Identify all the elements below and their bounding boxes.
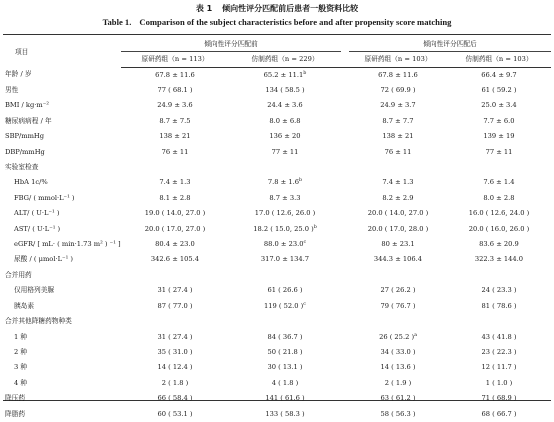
cell-value: 50 ( 21.8 ) (267, 347, 303, 356)
cell-originator-before (121, 67, 229, 83)
row-label: eGFR/ [ mL· ( min·1.73 m² ) ⁻¹ ] (14, 240, 121, 249)
cell-generic-after (447, 360, 551, 375)
column-gap (341, 114, 349, 129)
cell-originator-after (349, 345, 447, 360)
cell-value: 8.0 ± 2.8 (483, 193, 515, 202)
cell-value: 7.6 ± 1.4 (483, 178, 515, 187)
column-gap (341, 237, 349, 252)
cell-value: 16.0 ( 12.6, 24.0 ) (468, 209, 530, 218)
cell-generic-after (447, 83, 551, 98)
column-gap (341, 299, 349, 314)
cell-originator-after (349, 391, 447, 406)
cell-originator-after (349, 206, 447, 221)
column-gap (341, 376, 349, 391)
cell-value: 18.2 ( 15.0, 25.0 ) (253, 224, 314, 233)
cell-value: 61 ( 26.6 ) (267, 286, 303, 295)
cell-generic-after (447, 114, 551, 129)
cell-value: 322.3 ± 144.0 (474, 255, 524, 264)
column-gap (341, 268, 349, 283)
table-body (3, 67, 551, 422)
cell-value: 7.8 ± 1.6 (267, 178, 300, 187)
table-row (3, 360, 551, 375)
cell-originator-after (349, 283, 447, 298)
cell-value: 76 ± 11 (161, 147, 189, 156)
row-label: 胰岛素 (14, 301, 35, 310)
cell-value: 23 ( 22.3 ) (481, 347, 517, 356)
cell-originator-before (121, 98, 229, 113)
row-label: 年龄 / 岁 (5, 70, 32, 79)
cell-originator-before (121, 299, 229, 314)
section-label: 合并其他降糖药物种类 (5, 317, 72, 326)
cell-value: 342.6 ± 105.4 (150, 255, 200, 264)
cell-originator-before (121, 360, 229, 375)
column-gap (341, 283, 349, 298)
cell-value: 17.0 ( 12.6, 26.0 ) (254, 209, 316, 218)
cell-generic-after (447, 314, 551, 329)
cell-value: 66.4 ± 9.7 (481, 70, 517, 79)
cell-originator-before (121, 83, 229, 98)
cell-value: 77 ± 11 (271, 147, 299, 156)
cell-originator-after (349, 145, 447, 160)
cell-value: 12 ( 11.7 ) (481, 363, 517, 372)
cell-originator-before (121, 283, 229, 298)
cell-value: 20.0 ( 16.0, 26.0 ) (468, 224, 530, 233)
cell-originator-before (121, 160, 229, 175)
cell-value: 80 ± 23.1 (381, 240, 415, 249)
cell-originator-after (349, 67, 447, 83)
cell-value: 88.0 ± 23.0 (263, 240, 304, 249)
cell-originator-before (121, 237, 229, 252)
section-label: 合并用药 (5, 270, 32, 279)
cell-originator-after (349, 191, 447, 206)
header-item: 项目 (15, 47, 29, 56)
cell-generic-after (447, 376, 551, 391)
cell-originator-after (349, 268, 447, 283)
cell-value: 138 ± 21 (159, 132, 191, 141)
cell-originator-before (121, 407, 229, 422)
table-caption-en (0, 17, 554, 27)
cell-generic-before (229, 330, 341, 345)
cell-value: 24.4 ± 3.6 (267, 101, 303, 110)
column-gap (341, 98, 349, 113)
cell-generic-before (229, 268, 341, 283)
row-label: FBG/ ( mmol·L⁻¹ ) (14, 193, 75, 202)
cell-originator-after (349, 376, 447, 391)
significance-marker: b (299, 178, 303, 184)
table-row (3, 407, 551, 422)
column-gap (341, 145, 349, 160)
cell-value: 58 ( 56.3 ) (380, 409, 416, 418)
cell-generic-after (447, 345, 551, 360)
cell-generic-before (229, 345, 341, 360)
cell-value: 134 ( 58.5 ) (265, 86, 305, 94)
cell-generic-before (229, 283, 341, 298)
table-row (3, 98, 551, 113)
cell-value: 119 ( 52.0 ) (264, 301, 304, 310)
cell-generic-after (447, 252, 551, 267)
significance-marker: c (303, 240, 307, 246)
column-gap (341, 252, 349, 267)
table-title-zh: 倾向性评分匹配前后患者一般资料比较 (222, 4, 359, 13)
column-gap (341, 160, 349, 175)
cell-originator-after (349, 83, 447, 98)
table-row (3, 283, 551, 298)
cell-value: 317.0 ± 134.7 (260, 255, 310, 264)
cell-generic-before (229, 360, 341, 375)
section-row (3, 314, 551, 329)
row-label: 降压药 (5, 394, 26, 403)
cell-originator-after (349, 252, 447, 267)
column-gap (341, 407, 349, 422)
cell-value: 8.1 ± 2.8 (159, 193, 191, 202)
cell-value: 344.3 ± 106.4 (373, 255, 423, 264)
cell-originator-after (349, 175, 447, 190)
cell-value: 66 ( 58.4 ) (157, 394, 193, 403)
column-gap (341, 345, 349, 360)
cell-value: 20.0 ( 17.0, 28.0 ) (367, 224, 429, 233)
cell-value: 7.7 ± 6.0 (483, 116, 515, 125)
cell-generic-before (229, 114, 341, 129)
significance-marker: b (313, 224, 317, 230)
column-gap (341, 67, 349, 83)
cell-generic-after (447, 98, 551, 113)
cell-value: 81 ( 78.6 ) (481, 301, 517, 310)
cell-generic-after (447, 206, 551, 221)
cell-originator-before (121, 222, 229, 237)
cell-value: 141 ( 61.6 ) (265, 394, 305, 403)
cell-generic-before (229, 237, 341, 252)
top-rule (3, 34, 551, 35)
table-row (3, 330, 551, 345)
row-label: 2 种 (14, 347, 28, 356)
cell-originator-before (121, 175, 229, 190)
cell-value: 14 ( 13.6 ) (380, 363, 416, 372)
cell-generic-before (229, 67, 341, 83)
cell-originator-after (349, 360, 447, 375)
column-gap (341, 391, 349, 406)
row-label: 4 种 (14, 378, 28, 387)
cell-value: 76 ± 11 (384, 147, 412, 156)
cell-originator-after (349, 98, 447, 113)
cell-generic-after (447, 299, 551, 314)
table-row (3, 391, 551, 406)
header-generic-before: 仿制药组（n = 229） (229, 52, 341, 67)
column-gap (341, 175, 349, 190)
cell-originator-before (121, 345, 229, 360)
cell-generic-before (229, 222, 341, 237)
header-after-psm: 倾向性评分匹配后 (349, 37, 551, 52)
cell-originator-before (121, 268, 229, 283)
column-gap (341, 222, 349, 237)
cell-value: 139 ± 19 (483, 132, 515, 141)
cell-value: 67.8 ± 11.6 (378, 70, 418, 79)
cell-value: 60 ( 53.1 ) (157, 409, 193, 418)
table-row (3, 222, 551, 237)
cell-value: 63 ( 61.2 ) (380, 394, 416, 403)
row-label: 3 种 (14, 363, 28, 372)
row-label: 1 种 (14, 332, 28, 341)
cell-generic-after (447, 129, 551, 144)
column-gap (341, 360, 349, 375)
table-row (3, 252, 551, 267)
header-generic-after: 仿制药组（n = 103） (447, 52, 551, 67)
table-row (3, 114, 551, 129)
cell-generic-after (447, 145, 551, 160)
row-label: 男性 (5, 86, 19, 94)
cell-generic-before (229, 391, 341, 406)
table-row (3, 345, 551, 360)
cell-generic-before (229, 314, 341, 329)
cell-value: 65.2 ± 11.1 (263, 70, 304, 79)
cell-originator-before (121, 314, 229, 329)
cell-value: 8.7 ± 3.3 (269, 193, 301, 202)
header-originator-after: 原研药组（n = 103） (349, 52, 447, 67)
column-gap (341, 330, 349, 345)
cell-generic-before (229, 407, 341, 422)
table-label-zh: 表 1 (195, 4, 213, 13)
cell-originator-before (121, 330, 229, 345)
cell-value: 67.8 ± 11.6 (155, 70, 195, 79)
header-originator-before: 原研药组（n = 113） (121, 52, 229, 67)
cell-value: 19.0 ( 14.0, 27.0 ) (144, 209, 206, 218)
row-label: 尿酸 / ( μmol·L⁻¹ ) (14, 255, 73, 264)
cell-generic-before (229, 98, 341, 113)
table-row (3, 129, 551, 144)
cell-generic-after (447, 330, 551, 345)
cell-originator-after (349, 237, 447, 252)
row-label: AST/ ( U·L⁻¹ ) (14, 224, 61, 233)
cell-generic-before (229, 299, 341, 314)
cell-generic-after (447, 67, 551, 83)
cell-value: 7.4 ± 1.3 (382, 178, 414, 187)
row-label: HbA 1c/% (14, 178, 48, 187)
cell-value: 79 ( 76.7 ) (380, 301, 416, 310)
column-gap (341, 314, 349, 329)
cell-value: 24 ( 23.3 ) (481, 286, 517, 295)
cell-generic-before (229, 191, 341, 206)
cell-generic-after (447, 237, 551, 252)
cell-originator-before (121, 114, 229, 129)
cell-value: 25.0 ± 3.4 (481, 101, 517, 110)
header-before-psm: 倾向性评分匹配前 (121, 37, 341, 52)
cell-generic-after (447, 191, 551, 206)
cell-generic-before (229, 83, 341, 98)
table-caption-zh (0, 3, 554, 14)
cell-generic-after (447, 283, 551, 298)
section-row (3, 268, 551, 283)
row-label: BMI / kg·m⁻² (5, 101, 49, 110)
cell-originator-after (349, 114, 447, 129)
table-row (3, 237, 551, 252)
cell-value: 77 ( 68.1 ) (157, 86, 193, 94)
cell-value: 14 ( 12.4 ) (157, 363, 193, 372)
significance-marker: c (303, 301, 306, 307)
table-row (3, 376, 551, 391)
cell-value: 72 ( 69.9 ) (380, 86, 416, 94)
cell-value: 4 ( 1.8 ) (271, 378, 299, 387)
cell-value: 26 ( 25.2 ) (379, 332, 415, 341)
cell-value: 133 ( 58.3 ) (265, 409, 305, 418)
cell-generic-before (229, 145, 341, 160)
cell-value: 138 ± 21 (382, 132, 414, 141)
column-gap (341, 129, 349, 144)
cell-value: 7.4 ± 1.3 (159, 178, 191, 187)
cell-originator-after (349, 330, 447, 345)
cell-value: 27 ( 26.2 ) (380, 286, 416, 295)
cell-value: 8.7 ± 7.5 (159, 116, 191, 125)
row-label: 糖尿病病程 / 年 (5, 116, 52, 125)
cell-originator-before (121, 252, 229, 267)
cell-value: 1 ( 1.0 ) (485, 378, 513, 387)
cell-originator-after (349, 299, 447, 314)
cell-value: 20.0 ( 14.0, 27.0 ) (367, 209, 429, 218)
table-row (3, 67, 551, 83)
cell-value: 83.6 ± 20.9 (479, 240, 519, 249)
cell-value: 8.2 ± 2.9 (382, 193, 414, 202)
cell-generic-before (229, 252, 341, 267)
cell-value: 87 ( 77.0 ) (157, 301, 193, 310)
cell-originator-before (121, 129, 229, 144)
cell-value: 31 ( 27.4 ) (157, 286, 193, 295)
row-label: SBP/mmHg (5, 132, 45, 141)
table-title-en: Comparison of the subject characteristics before and after propensity score matching (139, 17, 452, 27)
significance-marker: b (303, 70, 307, 76)
cell-generic-before (229, 206, 341, 221)
cell-value: 8.0 ± 6.8 (269, 116, 301, 125)
cell-originator-before (121, 145, 229, 160)
cell-value: 24.9 ± 3.7 (380, 101, 416, 110)
cell-originator-after (349, 314, 447, 329)
cell-generic-before (229, 175, 341, 190)
cell-originator-after (349, 222, 447, 237)
table-row (3, 191, 551, 206)
cell-value: 68 ( 66.7 ) (481, 409, 517, 418)
significance-marker: a (414, 332, 417, 338)
comparison-table (3, 37, 551, 422)
cell-value: 31 ( 27.4 ) (157, 332, 193, 341)
cell-originator-before (121, 191, 229, 206)
cell-generic-before (229, 376, 341, 391)
cell-value: 43 ( 41.8 ) (481, 332, 517, 341)
cell-generic-after (447, 391, 551, 406)
row-label: 降脂药 (5, 409, 26, 418)
cell-value: 2 ( 1.9 ) (384, 378, 412, 387)
section-row (3, 160, 551, 175)
cell-value: 136 ± 20 (269, 132, 301, 141)
table-row (3, 145, 551, 160)
cell-value: 8.7 ± 7.7 (382, 116, 414, 125)
cell-generic-after (447, 407, 551, 422)
row-label: 仅用格列美脲 (14, 286, 55, 295)
row-label: DBP/mmHg (5, 147, 45, 156)
column-gap (341, 206, 349, 221)
cell-generic-after (447, 160, 551, 175)
cell-value: 35 ( 31.0 ) (157, 347, 193, 356)
section-label: 实验室检查 (5, 163, 39, 172)
cell-value: 30 ( 13.1 ) (267, 363, 303, 372)
cell-originator-after (349, 129, 447, 144)
cell-generic-after (447, 222, 551, 237)
cell-generic-before (229, 129, 341, 144)
cell-generic-after (447, 175, 551, 190)
cell-generic-after (447, 268, 551, 283)
cell-originator-after (349, 407, 447, 422)
cell-value: 2 ( 1.8 ) (161, 378, 189, 387)
column-gap (341, 191, 349, 206)
table-row (3, 299, 551, 314)
cell-originator-after (349, 160, 447, 175)
cell-originator-before (121, 391, 229, 406)
table-row (3, 83, 551, 98)
cell-value: 77 ± 11 (485, 147, 513, 156)
cell-originator-before (121, 376, 229, 391)
cell-value: 34 ( 33.0 ) (380, 347, 416, 356)
cell-value: 71 ( 68.9 ) (481, 394, 517, 403)
table-row (3, 206, 551, 221)
table-row (3, 175, 551, 190)
cell-value: 20.0 ( 17.0, 27.0 ) (144, 224, 206, 233)
cell-value: 84 ( 36.7 ) (267, 332, 303, 341)
column-gap (341, 83, 349, 98)
cell-generic-before (229, 160, 341, 175)
table-label-en: Table 1. (102, 17, 132, 27)
cell-value: 24.9 ± 3.6 (157, 101, 193, 110)
cell-originator-before (121, 206, 229, 221)
cell-value: 61 ( 59.2 ) (481, 86, 517, 94)
cell-value: 80.4 ± 23.0 (155, 240, 195, 249)
row-label: ALT/ ( U·L⁻¹ ) (14, 209, 60, 218)
